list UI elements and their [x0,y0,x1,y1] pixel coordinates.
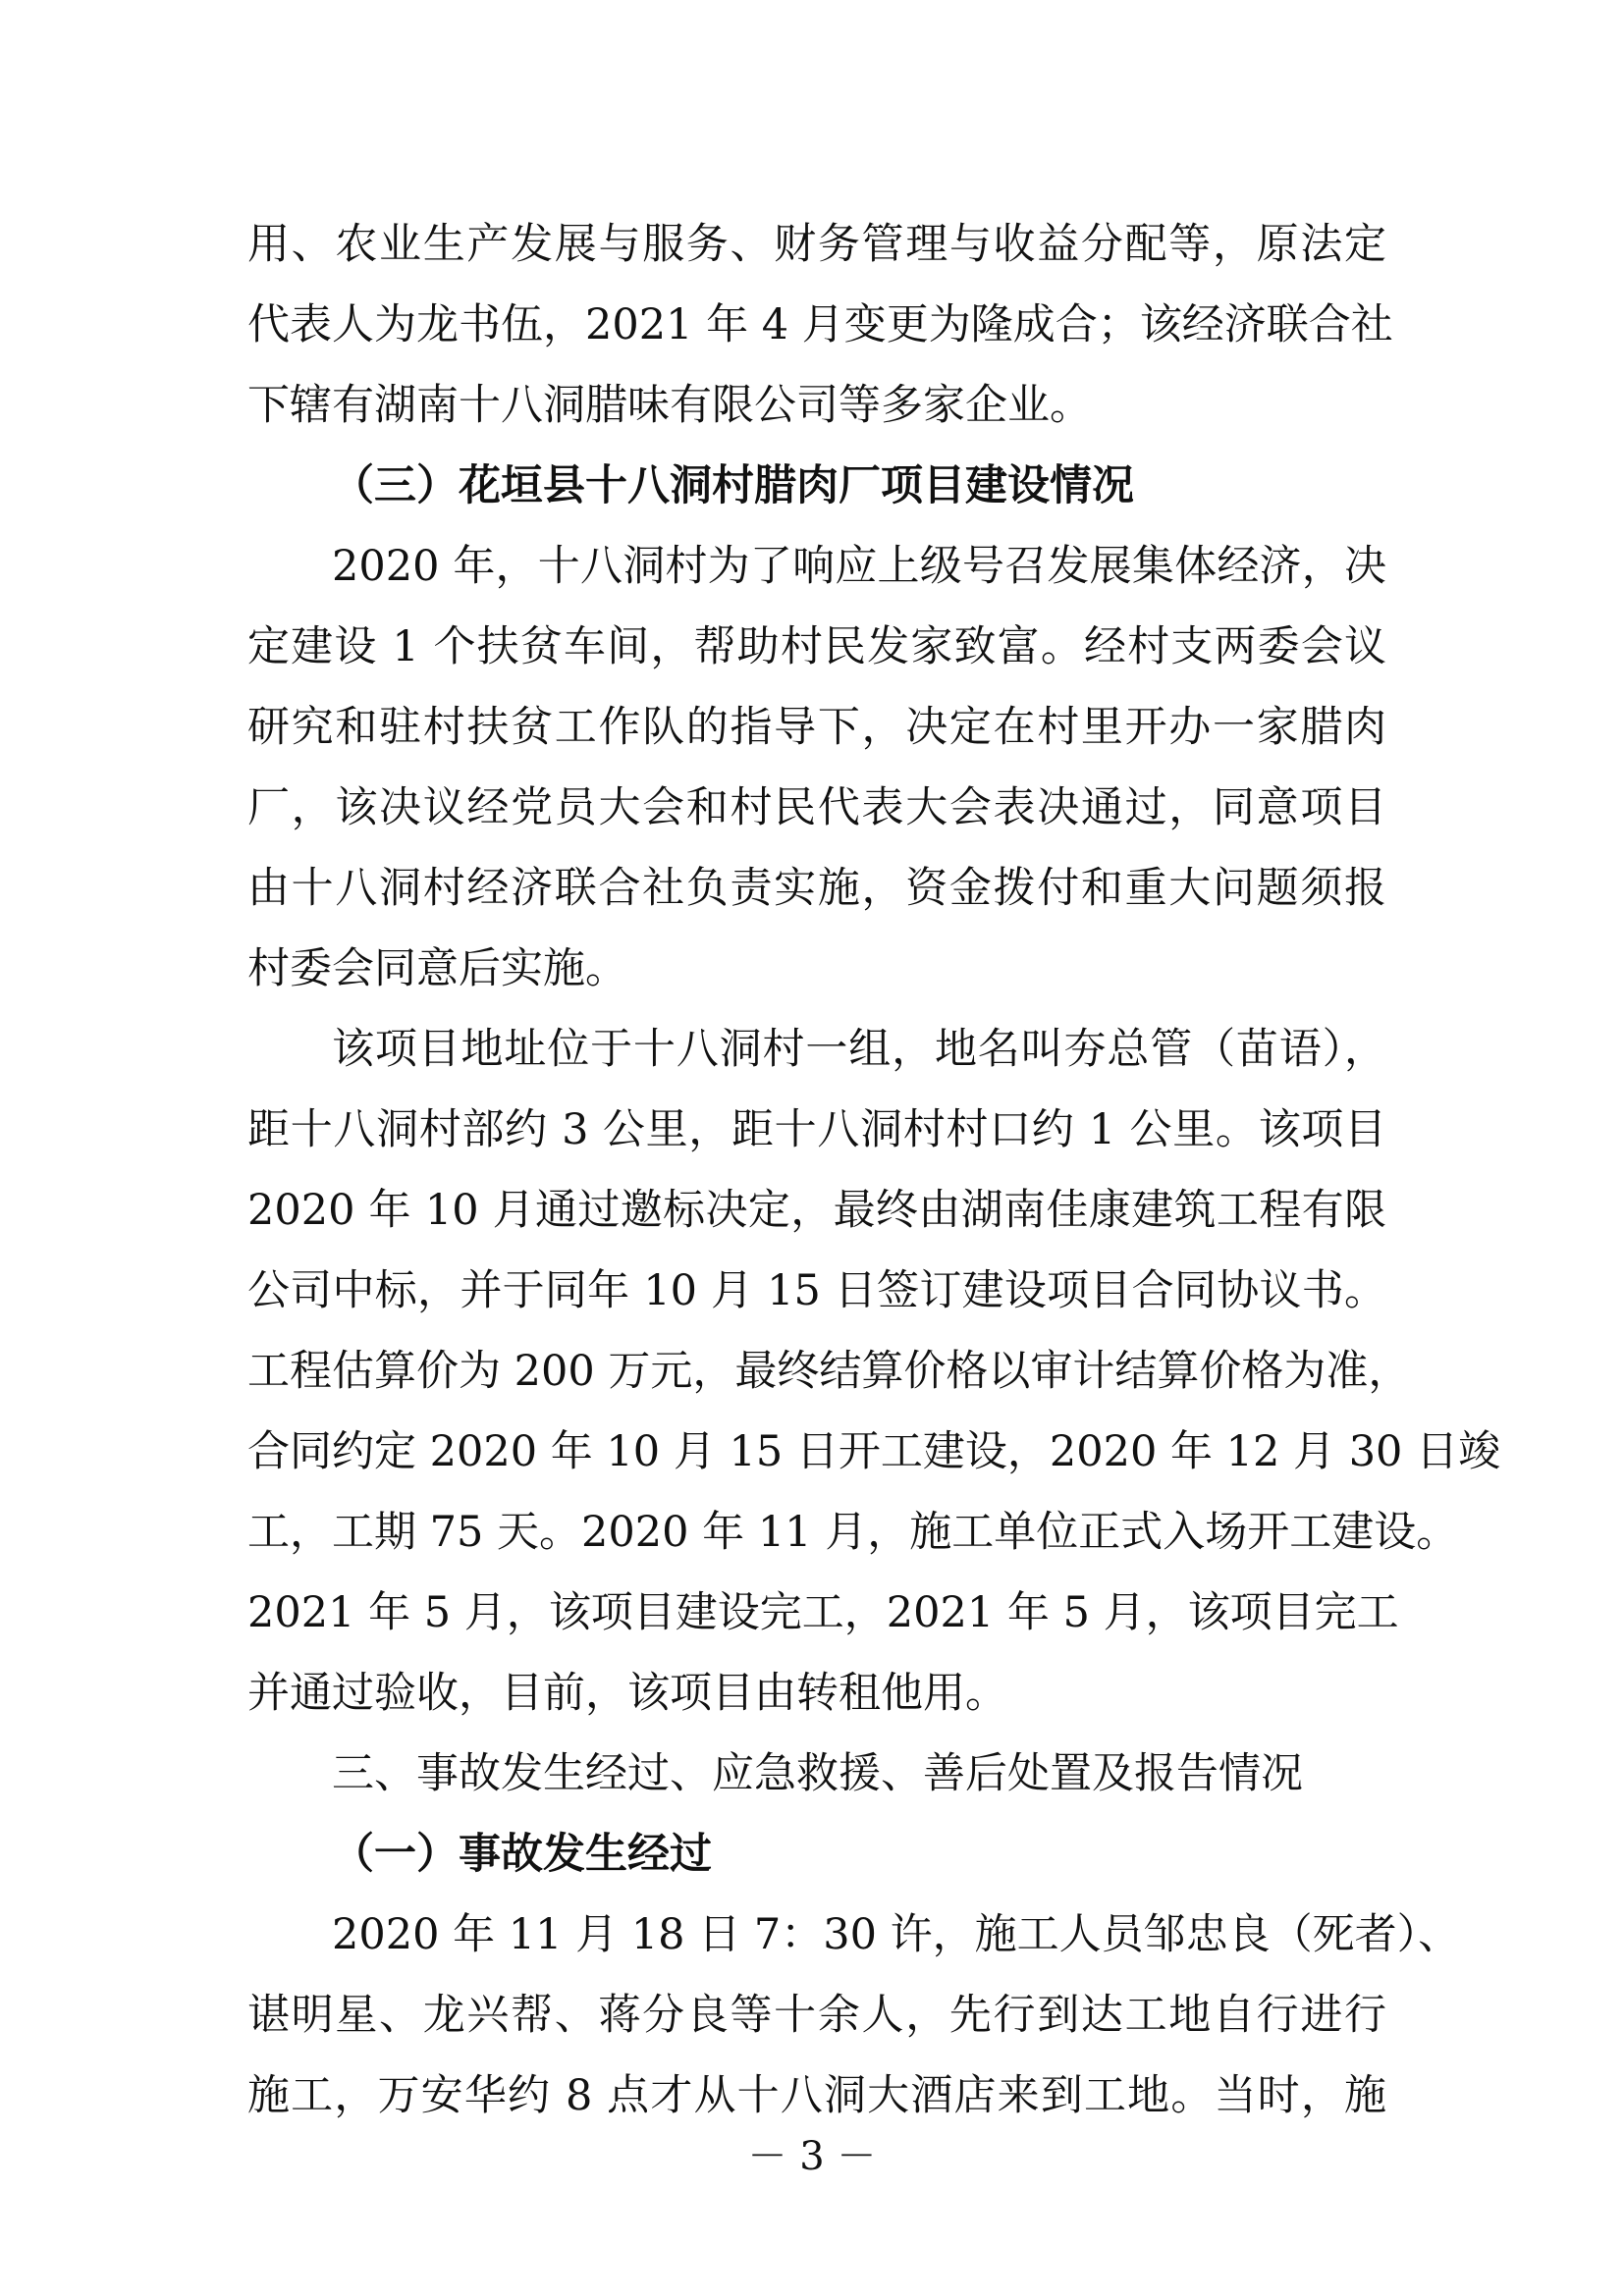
text-line: 2020 年，十八洞村为了响应上级号召发展集体经济，决 [332,542,1386,591]
subsection-heading: （一）事故发生经过 [332,1830,712,1879]
text-line: 定建设 1 个扶贫车间，帮助村民发家致富。经村支两委会议 [247,622,1386,671]
text-line: 用、农业生产发展与服务、财务管理与收益分配等，原法定 [247,220,1386,269]
page-number: － 3 － [747,2134,877,2179]
paragraph [247,1009,1501,1734]
text-line: 合同约定 2020 年 10 月 15 日开工建设，2020 年 12 月 30 日竣 [247,1427,1501,1476]
paragraph [247,1895,1461,2136]
text-line: 厂，该决议经党员大会和村民代表大会表决通过，同意项目 [247,783,1386,832]
text-line: 研究和驻村扶贫工作队的指导下，决定在村里开办一家腊肉 [247,703,1386,752]
text-line: 由十八洞村经济联合社负责实施，资金拨付和重大问题须报 [247,864,1386,913]
text-line: 村委会同意后实施。 [247,944,627,993]
document-body [247,204,1501,2136]
text-line: 代表人为龙书伍，2021 年 4 月变更为隆成合；该经济联合社 [247,300,1393,349]
text-line: 谌明星、龙兴帮、蒋分良等十余人，先行到达工地自行进行 [247,1991,1386,2040]
text-line: 下辖有湖南十八洞腊味有限公司等多家企业。 [247,381,1092,430]
text-line: 施工，万安华约 8 点才从十八洞大酒店来到工地。当时，施 [247,2071,1386,2120]
subsection-heading: （三）花垣县十八洞村腊肉厂项目建设情况 [332,461,1134,510]
section-heading: 三、事故发生经过、应急救援、善后处置及报告情况 [332,1749,1303,1798]
paragraph [247,204,1393,446]
text-line: 2020 年 10 月通过邀标决定，最终由湖南佳康建筑工程有限 [247,1186,1386,1235]
text-line: 2020 年 11 月 18 日 7：30 许，施工人员邹忠良（死者）、 [332,1910,1461,1959]
paragraph [247,526,1386,1009]
text-line: 工，工期 75 天。2020 年 11 月，施工单位正式入场开工建设。 [247,1508,1459,1557]
text-line: 该项目地址位于十八洞村一组，地名叫夯总管（苗语）， [332,1025,1386,1074]
text-line: 工程估算价为 200 万元，最终结算价格以审计结算价格为准， [247,1347,1411,1396]
text-line: 2021 年 5 月，该项目建设完工，2021 年 5 月，该项目完工 [247,1588,1399,1637]
text-line: 距十八洞村部约 3 公里，距十八洞村村口约 1 公里。该项目 [247,1105,1386,1154]
text-line: 公司中标，并于同年 10 月 15 日签订建设项目合同协议书。 [247,1266,1386,1315]
text-line: 并通过验收，目前，该项目由转租他用。 [247,1669,1007,1718]
